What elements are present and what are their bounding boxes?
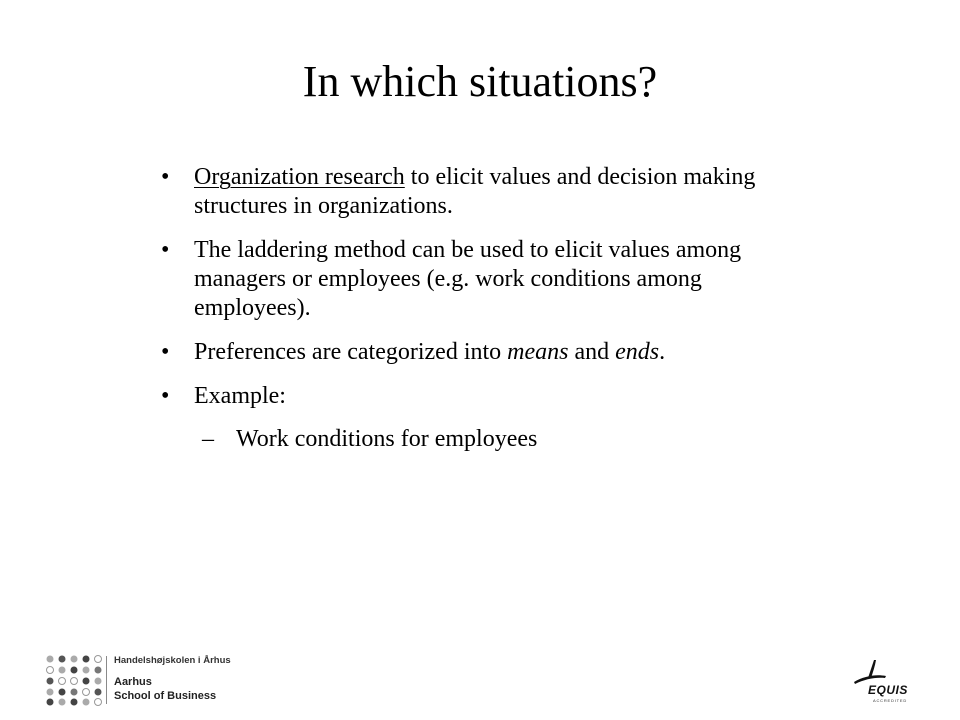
organization-research-link[interactable]: Organization research (194, 164, 405, 190)
bullet-marker: • (161, 164, 170, 190)
ends-term: ends (615, 339, 660, 365)
bullet-item (160, 338, 820, 367)
school-name-line1: Aarhus (114, 676, 152, 688)
bullet-list (160, 163, 820, 469)
bullet-text: and (568, 339, 616, 365)
slide-title: In which situations? (302, 57, 658, 106)
school-name-english (114, 675, 216, 703)
equis-label: EQUIS (868, 683, 908, 697)
bullet-marker: • (161, 339, 170, 365)
means-term: means (507, 339, 569, 365)
school-name-line2: School of Business (114, 690, 217, 702)
bullet-text: to elicit values and decision making structures in organizations. (194, 164, 756, 219)
bullet-item (160, 163, 820, 221)
logo-divider (106, 656, 107, 704)
school-name-danish: Handelshøjskolen i Århus (114, 655, 231, 666)
dash-marker: – (202, 426, 214, 452)
sub-bullet-item (160, 425, 820, 454)
bullet-marker: • (161, 383, 170, 409)
bullet-marker: • (161, 237, 170, 263)
bullet-item (160, 382, 820, 454)
bullet-text: . (659, 339, 666, 365)
bullet-text: Example: (194, 383, 286, 409)
bullet-text: The laddering method can be used to elicit values among managers or employees (e.g. work conditions among employees). (194, 237, 742, 321)
sub-bullet-text: Work conditions for employees (236, 426, 538, 452)
equis-accredited-label: ACCREDITED (873, 698, 908, 703)
bullet-item (160, 236, 820, 323)
bullet-text: Preferences are categorized into (194, 339, 508, 365)
